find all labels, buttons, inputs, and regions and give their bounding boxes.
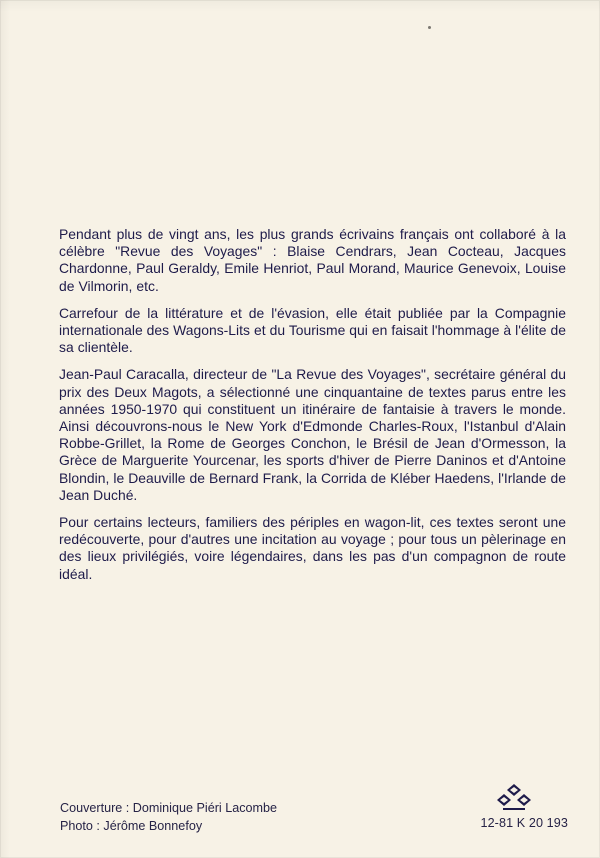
paragraph-3: Jean-Paul Caracalla, directeur de "La Revue des Voyages", secrétaire général du prix des Deux Magots, a sélectionné une cinquantaine de textes parus entre les années 1950-1970 qui constituent un itinéraire de fantaisie à travers le monde. Ainsi découvrons-nous le New York d'Edmonde Charles-Roux, l'Istanbul d'Alain Robbe-Grillet, la Rome de Georges Conchon, le Brésil de Jean d'Ormesson, la Grèce de Marguerite Yourcenar, les sports d'hiver de Pierre Daninos et d'Antoine Blondin, le Deauville de Bernard Frank, la Corrida de Kléber Haedens, l'Irlande de Jean Duché. [59,366,566,503]
photo-credit: Photo : Jérôme Bonnefoy [60,819,203,833]
paper-speck [428,26,431,29]
paragraph-4: Pour certains lecteurs, familiers des périples en wagon-lit, ces textes seront une redécouverte, pour d'autres une incitation au voyage ; pour tous un pèlerinage en des lieux privilégiés, voire légendaires, dans les pas d'un compagnon de route idéal. [59,514,566,582]
paragraph-1: Pendant plus de vingt ans, les plus grands écrivains français ont collaboré à la célèbre "Revue des Voyages" : Blaise Cendrars, Jean Cocteau, Jacques Chardonne, Paul Geraldy, Emile Henriot, Paul Morand, Maurice Genevoix, Louise de Vilmorin, etc. [59,226,566,294]
body-text [59,226,566,583]
cover-credit: Couverture : Dominique Piéri Lacombe [60,801,277,815]
catalog-code: 12-81 K 20 193 [480,816,568,830]
publisher-logo-icon [496,782,532,812]
footer-credits [60,799,277,835]
paragraph-2: Carrefour de la littérature et de l'évasion, elle était publiée par la Compagnie internationale des Wagons-Lits et du Tourisme qui en faisait l'hommage à l'élite de sa clientèle. [59,304,566,356]
